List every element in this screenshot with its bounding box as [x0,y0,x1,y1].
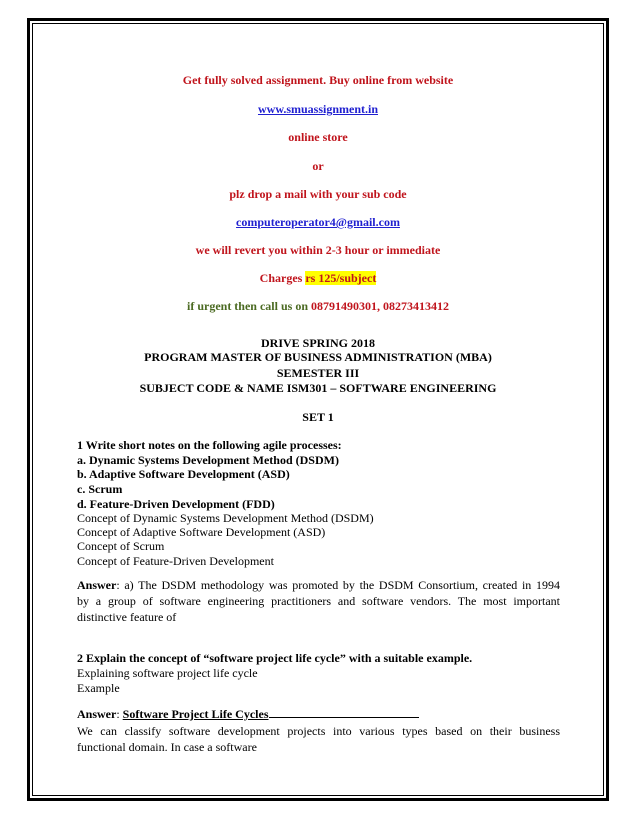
ad-charges [32,271,604,285]
q2-answer-heading: Software Project Life Cycles [122,707,269,721]
q1-concept: Concept of Feature-Driven Development [77,554,274,568]
q1-answer-label: Answer [77,578,117,592]
semester-title: SEMESTER III [276,366,360,380]
q2-answer-heading-row: Answer: Software Project Life Cycles [77,707,419,721]
ad-line: Get fully solved assignment. Buy online from website [182,73,454,87]
q1-item: c. Scrum [77,482,123,496]
q2-answer-label: Answer [77,707,117,721]
heading-underline-rule [269,707,419,718]
website-link[interactable]: www.smuassignment.in [257,102,379,116]
q2-sub: Explaining software project life cycle [77,666,258,680]
q1-answer-line [77,577,560,593]
q1-item: a. Dynamic Systems Development Method (DSDM) [77,453,339,467]
phone-numbers: 08791490301, 08273413412 [311,299,449,313]
ad-website-row [32,102,604,116]
q1-answer-line: by a group of software engineering practitioners and software vendors. The most important [77,594,560,608]
q1-concept: Concept of Adaptive Software Development (ASD) [77,525,326,539]
q2-sub: Example [77,681,120,695]
q2-answer-line: We can classify software development projects into various types based on their business [77,724,560,738]
ad-store: online store [288,130,348,144]
ad-or: or [312,159,324,173]
set-title: SET 1 [302,410,334,424]
q1-answer-text: : a) The DSDM methodology was promoted by the DSDM Consortium, created in 1994 [116,578,560,592]
charges-value: rs 125/subject [305,271,377,285]
ad-revert: we will revert you within 2-3 hour or immediate [195,243,441,257]
urgent-label: if urgent then call us on [186,299,308,313]
drive-title: DRIVE SPRING 2018 [260,336,375,350]
q1-item: d. Feature-Driven Development (FDD) [77,497,275,511]
q1-question: 1 Write short notes on the following agile processes: [77,438,342,452]
q1-answer-line: distinctive feature of [77,610,177,624]
subject-title: SUBJECT CODE & NAME ISM301 – SOFTWARE ENGINEERING [139,381,497,395]
charges-label: Charges [259,271,303,285]
ad-email-row [32,215,604,229]
q1-item: b. Adaptive Software Development (ASD) [77,467,290,481]
q2-answer-line: functional domain. In case a software [77,740,257,754]
q1-concept: Concept of Dynamic Systems Development Method (DSDM) [77,511,374,525]
ad-urgent [32,299,604,313]
q2-question: 2 Explain the concept of “software project life cycle” with a suitable example. [77,651,473,665]
ad-drop-mail: plz drop a mail with your sub code [229,187,407,201]
program-title: PROGRAM MASTER OF BUSINESS ADMINISTRATION (MBA) [144,350,492,364]
email-link[interactable]: computeroperator4@gmail.com [236,215,400,229]
q1-concept: Concept of Scrum [77,539,165,553]
